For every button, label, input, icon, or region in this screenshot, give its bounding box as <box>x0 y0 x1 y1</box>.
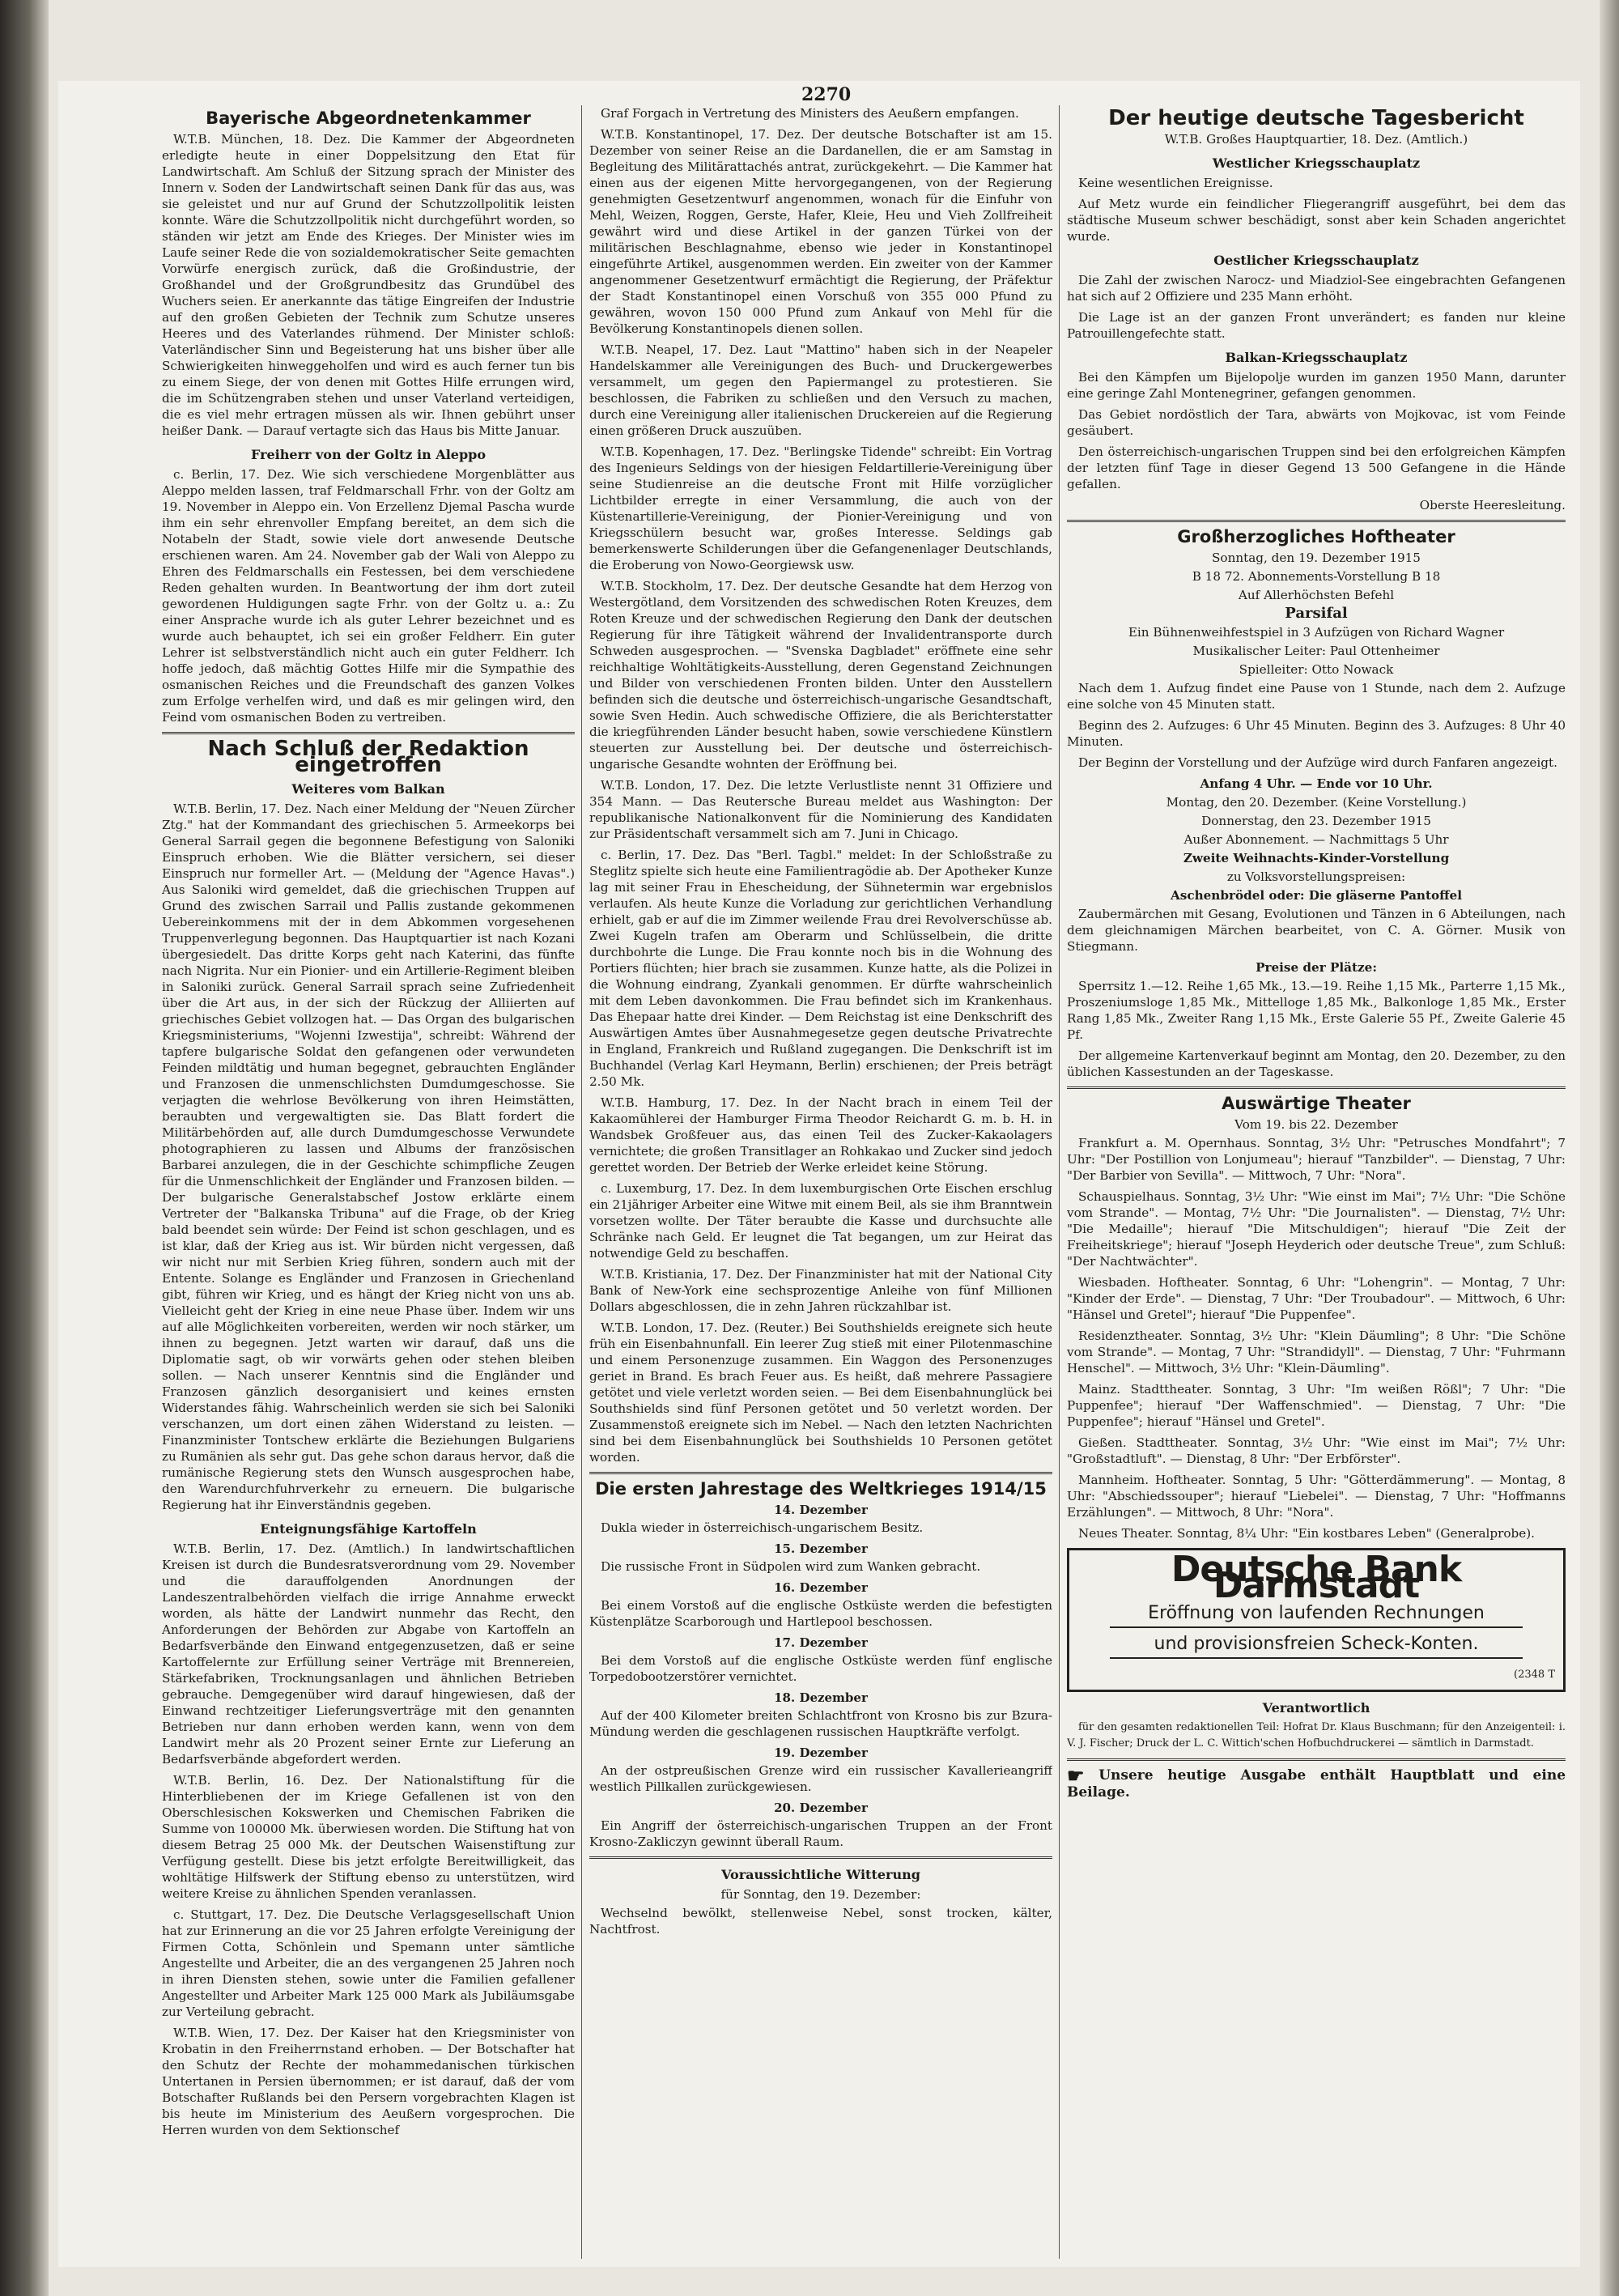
bank-code: (2348 T <box>1514 1669 1555 1681</box>
article-london-unfall: W.T.B. London, 17. Dez. (Reuter.) Bei Southshields ereignete sich heute früh ein Eisenbahnunfall. Ein leerer Zug stieß mit einer Pilotenmaschine und einem Personenzuge zusammen. Ein Waggon des Personenzuges geriet in Brand. Es brach Feuer aus. Es heißt, daß mehrere Passagiere getötet und viele verletzt worden seien. — Bei dem Eisenbahnunglück bei Southshields sind fünf Personen getötet und 50 verletzt worden. Der Zusammenstoß ereignete sich im Nebel. — Nach den letzten Nachrichten sind bei dem Eisenbahnunglück bei Southshields 10 Personen getötet worden. <box>589 1320 1052 1465</box>
anniversary-item: 18. Dezember Auf der 400 Kilometer breiten Schlachtfront von Krosno bis zur Bzura-Mündung werden die geschlagenen russischen Hauptkräfte verfolgt. <box>589 1690 1052 1739</box>
theater-kinder: Zweite Weihnachts-Kinder-Vorstellung <box>1183 851 1450 865</box>
theater-anfang: Anfang 4 Uhr. — Ende vor 10 Uhr. <box>1200 776 1433 791</box>
column-3 <box>1067 105 1566 2259</box>
headline-goltz: Freiherr von der Goltz in Aleppo <box>250 447 486 462</box>
anniversary-item: 17. Dezember Bei dem Vorstoß auf die englische Ostküste werden fünf englische Torpedobootzerstörer vernichtet. <box>589 1635 1052 1684</box>
theater-times: Beginn des 2. Aufzuges: 6 Uhr 45 Minuten. Beginn des 3. Aufzuges: 8 Uhr 40 Minuten. <box>1067 718 1566 749</box>
weather-title: Voraussichtliche Witterung <box>721 1867 920 1882</box>
separator <box>162 732 575 734</box>
theater-volks: zu Volksvorstellungspreisen: <box>1226 870 1406 884</box>
verantwortlich-text: für den gesamten redaktionellen Teil: Hofrat Dr. Klaus Buschmann; für den Anzeigenteil: i. V. J. Fischer; Druck der L. C. Wittich'schen Hofbuchdruckerei — sämtlich in Darmstadt. <box>1067 1721 1566 1750</box>
article-kristiania: W.T.B. Kristiania, 17. Dez. Der Finanzminister hat mit der National City Bank of New-York eine sechsprozentige Anleihe von fünf Millionen Dollars abgeschlossen, die in zehn Jahren rückzahlbar ist. <box>589 1267 1052 1314</box>
anniversary-item: 19. Dezember An der ostpreußischen Grenze wird ein russischer Kavallerieangriff westlich Pillkallen zurückgewiesen. <box>589 1745 1052 1794</box>
article-wien: W.T.B. Wien, 17. Dez. Der Kaiser hat den Kriegsminister von Krobatin in den Freiherrnstand erhoben. — Der Botschafter hat den Schutz der Rechte der mohammedanischen türkischen Untertanen in Persien übernommen; er ist darauf, daß der vom Botschafter Rußlands bei den Persern vorgebrachten Klagen ist bis heute im Ministerium des Aeußern vorgesprochen. Die Herren wurden von dem Sektionschef <box>162 2026 575 2137</box>
separator <box>1067 520 1566 522</box>
aw-frankfurt: Frankfurt a. M. Opernhaus. Sonntag, 3½ Uhr: "Petrusches Mondfahrt"; 7 Uhr: "Der Postillion von Lonjumeau"; hierauf "Tanzbilder". — Dienstag, 7 Uhr: "Der Barbier von Sevilla". — Mittwoch, 7 Uhr: "Nora". <box>1067 1136 1566 1183</box>
tagesbericht-dateline: W.T.B. Großes Hauptquartier, 18. Dez. (Amtlich.) <box>1164 132 1468 147</box>
theater-aschenbroedel: Aschenbrödel oder: Die gläserne Pantoffel <box>1171 888 1462 903</box>
column-1 <box>162 105 575 2259</box>
theater-aschenbroedel-desc: Zaubermärchen mit Gesang, Evolutionen und Tänzen in 6 Abteilungen, nach dem gleichnamigen Märchen bearbeitet, von C. A. Görner. Musik von Stiegmann. <box>1067 907 1566 954</box>
article-kopenhagen: W.T.B. Kopenhagen, 17. Dez. "Berlingske Tidende" schreibt: Ein Vortrag des Ingenieurs Seldings von der hiesigen Feldartillerie-Vereinigung über seine Studienreise an die deutsche Front mit Hilfe vorzüglicher Lichtbilder erregte in einer Versammlung, die auch von der Küstenartillerie-Vereinigung, der Pionier-Vereinigung und von Kriegsschülern besucht war, großes Interesse. Seldings gab bemerkenswerte Schilderungen über die Gefangenenlager Deutschlands, die Eroberung von Nowo-Georgiewsk usw. <box>589 444 1052 572</box>
theater-abo: B 18 72. Abonnements-Vorstellung B 18 <box>1192 569 1441 584</box>
article-hamburg: W.T.B. Hamburg, 17. Dez. In der Nacht brach in einem Teil der Kakaomühlerei der Hamburger Firma Theodor Reichardt G. m. b. H. in Wandsbek Großfeuer aus, das einen Teil des Zucker-Kakaolagers vernichtete; die großen Transitlager an Rohkakao und Zucker sind jedoch gerettet worden. Der Betrieb der Werke erleidet keine Störung. <box>589 1095 1052 1175</box>
article-luxemburg: c. Luxemburg, 17. Dez. In dem luxemburgischen Orte Eischen erschlug ein 21jähriger Arbeiter eine Witwe mit einem Beil, als sie ihm Branntwein vorsetzen wollte. Der Täter beraubte die Kasse und durchsuchte alle Schränke nach Geld. Er leugnet die Tat begangen, um zur Heirat das notwendige Geld zu beschaffen. <box>589 1181 1052 1261</box>
theater-date-2: Donnerstag, den 23. Dezember 1915 <box>1201 814 1431 828</box>
column-rule <box>581 105 582 2259</box>
theater-preise-title: Preise der Plätze: <box>1256 960 1377 975</box>
pointing-hand-icon: ☛ <box>1067 1763 1085 1788</box>
bank-line-2: und provisionsfreien Scheck-Konten. <box>1110 1636 1523 1659</box>
headline-bayern: Bayerische Abgeordnetenkammer <box>206 108 531 128</box>
headline-verantwortlich: Verantwortlich <box>1262 1700 1370 1716</box>
aw-mainz: Mainz. Stadttheater. Sonntag, 3 Uhr: "Im weißen Rößl"; 7 Uhr: "Die Puppenfee"; hierauf "Der Waffenschmied". — Dienstag, 7 Uhr: "Die Puppenfee"; hierauf "Hänsel und Gretel". <box>1067 1382 1566 1429</box>
separator <box>589 1472 1052 1474</box>
column-2 <box>589 105 1052 2259</box>
theater-abo-2: Außer Abonnement. — Nachmittags 5 Uhr <box>1183 832 1449 847</box>
article-balkan: W.T.B. Berlin, 17. Dez. Nach einer Meldung der "Neuen Zürcher Ztg." hat der Kommandant des griechischen 5. Armeekorps bei General Sarrail gegen die begonnene Befestigung von Saloniki Einspruch erhoben. Wie die Blätter versichern, sei dieser Einspruch nur formeller Art. — (Meldung der "Agence Havas".) Aus Saloniki wird gemeldet, daß die griechischen Truppen auf Grund des zwischen Sarrail und Pallis zustande gekommenen Uebereinkommens mit der in dem Abkommen vorgesehenen Truppenverlegung begonnen. Das Hauptquartier ist nach Kozani übergesiedelt. Das dritte Korps geht nach Katerini, das fünfte nach Nigrita. Nur ein Pionier- und ein Artillerie-Regiment bleiben in Saloniki zurück. General Sarrail sprach seine Zufriedenheit über die Art aus, in der sich der Rückzug der Alliierten auf griechisches Gebiet vollzogen hat. — Das Organ des bulgarischen Kriegsministeriums, "Wojenni Izwestija", schreibt: Während der tapfere bulgarische Soldat den gefangenen oder verwundeten Feinden mildtätig und human begegnet, gebrauchten Engländer und Franzosen die unmenschlichsten Dumdumgeschosse. Sie verjagten die wehrlose Bevölkerung von ihren Heimstätten, beraubten und vergewaltigten sie. Das Blatt fordert die Militärbehörden auf, alle durch Dumdumgeschosse Verwundete photographieren zu lassen und Albums der französischen Barbarei anzulegen, die in der Geschichte schimpfliche Zeugen für die Unmenschlichkeit der Engländer und Franzosen bilden. — Der bulgarische Generalstabschef Jostow erklärte einem Vertreter der "Balkanska Tribuna" auf die Frage, ob der Krieg bald beendet sein würde: Der Feind ist schon geschlagen, und es ist klar, daß der Krieg aus ist. Wir bürden nicht vergessen, daß wir nicht nur mit Serbien Krieg führen, sondern auch mit der Entente. Solange es Engländer und Franzosen in Griechenland gibt, führen wir Krieg, und es hängt der Krieg nicht von uns ab. Vielleicht geht der Krieg in eine neue Phase über. Indem wir uns auf alle Möglichkeiten vorbereiten, werden wir noch stärker, um ihnen zu begegnen. Jetzt warten wir darauf, daß uns die Diplomatie sagt, ob wir vorwärts gehen oder stehen bleiben sollen. — Nach unserer Kenntnis sind die Engländer und Franzosen gänzlich desorganisiert und keines ernsten Widerstandes fähig. Wahrscheinlich werden sie sich bei Saloniki verschanzen, um dort einen zähen Widerstand zu leisten. — Finanzminister Tontschew erklärte die Beziehungen Bulgariens zu Rumänien als sehr gut. Das gehe schon daraus hervor, daß die rumänische Regierung stets den Wunsch ausgesprochen habe, den Warendurchfuhrverkehr zu erneuern. Die bulgarische Regierung hat ihr Einverständnis gegeben. <box>162 801 575 1512</box>
page-edge <box>1600 0 1619 2296</box>
headline-balkan-front: Balkan-Kriegsschauplatz <box>1225 350 1408 365</box>
headline-hoftheater: Großherzogliches Hoftheater <box>1177 527 1455 546</box>
theater-pause: Nach dem 1. Aufzug findet eine Pause von 1 Stunde, nach dem 2. Aufzuge eine solche von 45 Minuten statt. <box>1067 681 1566 712</box>
anniversary-item: 15. Dezember Die russische Front in Südpolen wird zum Wanken gebracht. <box>601 1541 981 1574</box>
theater-preise: Sperrsitz 1.—12. Reihe 1,65 Mk., 13.—19. Reihe 1,15 Mk., Parterre 1,15 Mk., Proszeniumsloge 1,85 Mk., Mittelloge 1,85 Mk., Balkonloge 1,85 Mk., Erster Rang 1,85 Mk., Zweiter Rang 1,15 Mk., Erste Galerie 55 Pf., Zweite Galerie 45 Pf. <box>1067 979 1566 1042</box>
weather-text: Wechselnd bewölkt, stellenweise Nebel, sonst trocken, kälter, Nachtfrost. <box>589 1906 1052 1937</box>
bank-name: Deutsche Bank Darmstadt <box>1171 1549 1462 1606</box>
west-text-2: Auf Metz wurde ein feindlicher Fliegerangriff ausgeführt, bei dem das städtische Museum schwer beschädigt, sonst aber kein Schaden angerichtet wurde. <box>1067 197 1566 244</box>
bank-advertisement <box>1067 1548 1566 1692</box>
article-london: W.T.B. London, 17. Dez. Die letzte Verlustliste nennt 31 Offiziere und 354 Mann. — Das Reutersche Bureau meldet aus Washington: Der republikanische Nationalkonvent für die Nominierung des Kandidaten zur Präsidentschaft versammelt sich am 7. Juni in Chicago. <box>589 778 1052 841</box>
balkan-text-1: Bei den Kämpfen um Bijelopolje wurden im ganzen 1950 Mann, darunter eine geringe Zahl Montenegriner, gefangen genommen. <box>1067 370 1566 401</box>
article-stiftung: W.T.B. Berlin, 16. Dez. Der Nationalstiftung für die Hinterbliebenen der im Kriege Gefallenen ist von den Oberschlesischen Kokswerken und Chemischen Fabriken die Summe von 100000 Mk. überwiesen worden. Die Stiftung hat von diesem Betrag 25 000 Mk. der Deutschen Waisenstiftung zur Verfügung gestellt. Diese bis jetzt erfolgte Bereitwilligkeit, das wohltätige Hilfswerk der Stiftung ebenso zu unterstützen, wird weitere Kreise zu ähnlichen Spenden veranlassen. <box>162 1773 575 1901</box>
bank-line-1: Eröffnung von laufenden Rechnungen <box>1110 1605 1523 1628</box>
separator <box>1067 1086 1566 1089</box>
aw-giessen: Gießen. Stadttheater. Sonntag, 3½ Uhr: "Wie einst im Mai"; 7½ Uhr: "Großstadtluft". — Dienstag, 8 Uhr: "Der Erbförster". <box>1067 1435 1566 1466</box>
theater-fanfare: Der Beginn der Vorstellung und der Aufzüge wird durch Fanfaren angezeigt. <box>1078 755 1557 770</box>
headline-kartoffeln: Enteignungsfähige Kartoffeln <box>260 1521 477 1537</box>
column-rule <box>1059 105 1060 2259</box>
ost-text-2: Die Lage ist an der ganzen Front unverändert; es fanden nur kleine Patrouillengefechte statt. <box>1067 310 1566 341</box>
aw-wiesbaden: Wiesbaden. Hoftheater. Sonntag, 6 Uhr: "Lohengrin". — Montag, 7 Uhr: "Kinder der Erde". — Dienstag, 7 Uhr: "Der Troubadour". — Mittwoch, 6 Uhr: "Hänsel und Gretel"; hierauf "Die Puppenfee". <box>1067 1275 1566 1322</box>
footer-note: Unsere heutige Ausgabe enthält Hauptblatt und eine Beilage. <box>1067 1767 1566 1801</box>
headline-redaktion: Nach Schluß der Redaktion eingetroffen <box>207 737 529 777</box>
headline-jahrestage: Die ersten Jahrestage des Weltkrieges 1914/15 <box>595 1479 1047 1499</box>
weather-subtitle: für Sonntag, den 19. Dezember: <box>720 1887 921 1902</box>
anniversary-item: 14. Dezember Dukla wieder in österreichisch-ungarischem Besitz. <box>601 1503 924 1535</box>
article-berlin-tagblatt: c. Berlin, 17. Dez. Das "Berl. Tagbl." meldet: In der Schloßstraße zu Steglitz spielte sich heute eine Familientragödie ab. Der Apotheker Kunze lag mit seiner Frau in Ehescheidung, der Sühnetermin war ergebnislos verlaufen. Als heute Kunze die Vorladung zur gerichtlichen Verhandlung erhielt, gab er auf die im Zimmer weilende Frau drei Revolverschüsse ab. Zwei Kugeln trafen am Oberarm und Schlüsselbein, die dritte durchbohrte die Lunge. Die Frau konnte noch bis in die Wohnung des Portiers flüchten; hier brach sie zusammen. Kunze hatte, als die Polizei in die Wohnung eindrang, Zyankali genommen. Er dürfte wahrscheinlich mit dem Leben davonkommen. Die Frau befindet sich im Krankenhaus. Das Ehepaar hatte drei Kinder. — Dem Reichstag ist eine Denkschrift des Auswärtigen Amtes über Ausnahmegesetze gegen deutsche Privatrechte in England, Frankreich und Rußland zugegangen. Die Denkschrift ist im Buchhandel (Verlag Karl Heymann, Berlin) erschienen; der Preis beträgt 2.50 Mk. <box>589 848 1052 1089</box>
aw-residenz: Residenztheater. Sonntag, 3½ Uhr: "Klein Däumling"; 8 Uhr: "Die Schöne vom Strande". — Montag, 7 Uhr: "Strandidyll". — Dienstag, 7 Uhr: "Fuhrmann Henschel". — Mittwoch, 3½ Uhr: "Klein-Däumling". <box>1067 1329 1566 1375</box>
book-binding <box>0 0 49 2296</box>
article-bayern: W.T.B. München, 18. Dez. Die Kammer der Abgeordneten erledigte heute in einer Doppelsitzung den Etat für Landwirtschaft. Am Schluß der Sitzung sprach der Minister des Innern v. Soden der Landwirtschaft seinen Dank für das aus, was sie geleistet und nur auf Grund der Schutzzollpolitik leisten konnte. Wäre die Schutzzollpolitik nicht durchgeführt worden, so ständen wir jetzt am Ende des Krieges. Der Minister wies im Laufe seiner Rede die von sozialdemokratischer Seite gemachten Vorwürfe energisch zurück, daß die Großindustrie, der Großhandel und der Großgrundbesitz das Grundübel des Wuchers seien. Er anerkannte das tätige Eingreifen der Industrie auf den großen Gebieten der Technik zum Schutze unseres Heeres und des Vaterlandes rühmend. Der Minister schloß: Vaterländischer Sinn und Begeisterung hat uns bisher über alle Schwierigkeiten hinweggeholfen und wird es auch ferner tun bis zu einem Siege, der von denen mit Gottes Hilfe errungen wird, die im Schützengraben stehen und unser Vaterland verteidigen, die es viel mehr ertragen müssen als wir. Ihnen gebührt unser heißer Dank. — Darauf vertagte sich das Haus bis Mitte Januar. <box>162 132 575 438</box>
auswaertig-date: Vom 19. bis 22. Dezember <box>1234 1117 1398 1132</box>
article-konstantinopel: W.T.B. Konstantinopel, 17. Dez. Der deutsche Botschafter ist am 15. Dezember von seiner Reise an die Dardanellen, die er am Samstag in Begleitung des Militärattachés antrat, zurückgekehrt. — Die Kammer hat einen aus der eigenen Mitte hervorgegangenen, von der Regierung genehmigten Gesetzentwurf angenommen, wonach für die Einfuhr von Mehl, Weizen, Roggen, Gerste, Hafer, Kleie, Heu und Vieh Zollfreiheit gewährt wird und diese Artikel in der ganzen Türkei von der militärischen Beschlagnahme, ebenso wie jeder in Konstantinopel eingeführte Artikel, ausgenommen werden. Ein zweiter von der Kammer angenommener Gesetzentwurf ermächtigt die Regierung, der Präfektur der Stadt Konstantinopel einen Vorschuß von 355 000 Pfund zu gewähren, wovon 150 000 Pfund zum Ankauf von Mehl für die Bevölkerung Konstantinopels dienen sollen. <box>589 127 1052 336</box>
aw-neues-theater: Neues Theater. Sonntag, 8¼ Uhr: "Ein kostbares Leben" (Generalprobe). <box>1078 1526 1535 1541</box>
theater-lead-2: Spielleiter: Otto Nowack <box>1239 662 1394 677</box>
article-stuttgart: c. Stuttgart, 17. Dez. Die Deutsche Verlagsgesellschaft Union hat zur Erinnerung an die vor 25 Jahren erfolgte Vereinigung der Firmen Cotta, Schönlein und Spemann unter sämtliche Angestellte und Arbeiter, die an des vergangenen 25 Jahren noch in ihren Diensten stehen, sowie unter die Familien gefallener Angestellter und Arbeiter Mark 125 000 Mark als Jubiläumsgabe zur Verteilung gebracht. <box>162 1907 575 2019</box>
theater-befehl: Auf Allerhöchsten Befehl <box>1238 588 1395 602</box>
headline-auswaertig: Auswärtige Theater <box>1222 1094 1411 1113</box>
signature: Oberste Heeresleitung. <box>1419 498 1566 512</box>
headline-tagesbericht: Der heutige deutsche Tagesbericht <box>1108 106 1524 130</box>
separator <box>1067 1758 1566 1761</box>
theater-lead-1: Musikalischer Leiter: Paul Ottenheimer <box>1192 644 1440 658</box>
balkan-text-2: Das Gebiet nordöstlich der Tara, abwärts von Mojkovac, ist vom Feinde gesäubert. <box>1067 407 1566 438</box>
article-neapel: W.T.B. Neapel, 17. Dez. Laut "Mattino" haben sich in der Neapeler Handelskammer alle Vereinigungen des Buch- und Druckergewerbes versammelt, um gegen den Papiermangel zu protestieren. Sie beschlossen, die Fabriken zu schließen und den Versuch zu machen, durch eine Vereinigung aller italienischen Druckereien auf die Regierung einen größeren Druck auszuüben. <box>589 342 1052 438</box>
west-text-1: Keine wesentlichen Ereignisse. <box>1078 176 1273 190</box>
separator <box>589 1856 1052 1859</box>
headline-west: Westlicher Kriegsschauplatz <box>1212 155 1421 171</box>
aw-mannheim: Mannheim. Hoftheater. Sonntag, 5 Uhr: "Götterdämmerung". — Montag, 8 Uhr: "Abschiedssouper"; hierauf "Liebelei". — Dienstag, 7 Uhr: "Hoffmanns Erzählungen". — Mittwoch, 8 Uhr: "Nora". <box>1067 1473 1566 1520</box>
theater-verkauf: Der allgemeine Kartenverkauf beginnt am Montag, den 20. Dezember, zu den üblichen Kassestunden an der Tageskasse. <box>1067 1048 1566 1079</box>
article-goltz: c. Berlin, 17. Dez. Wie sich verschiedene Morgenblätter aus Aleppo melden lassen, traf Feldmarschall Frhr. von der Goltz am 19. November in Aleppo ein. Von Erzellenz Djemal Pascha wurde ihm ein sehr ehrenvoller Empfang bereitet, an dem sich die Notabeln der Stadt, sowie viele dort anwesende Deutsche erschienen waren. Am 24. November gab der Wali von Aleppo zu Ehren des Feldmarschalls ein Festessen, bei dem verschiedene Reden gehalten wurden. In Beantwortung der ihm dort zuteil gewordenen Huldigungen sagte Frhr. von der Goltz u. a.: Zu einer Ansprache wurde ich als guter Lehrer bezeichnet und es wurde auch behauptet, ich sei ein großer Feldherr. Ein guter Lehrer ist selbstverständlich nicht auch ein guter Feldherr. Ich hoffe jedoch, daß mächtig Gottes Hilfe mir die Sympathie des osmanischen Reiches und die Freundschaft des ganzen Volkes zum Erfolge verhelfen wird, und daß es mir gelingen wird, den Feind vom osmanischen Boden zu vertreiben. <box>162 467 575 725</box>
theater-parsifal: Parsifal <box>1285 605 1348 622</box>
anniversary-list <box>589 1502 1052 1850</box>
headline-balkan: Weiteres vom Balkan <box>291 781 445 797</box>
theater-montag: Montag, den 20. Dezember. (Keine Vorstellung.) <box>1166 795 1467 810</box>
article-kartoffeln: W.T.B. Berlin, 17. Dez. (Amtlich.) In landwirtschaftlichen Kreisen ist durch die Bundesratsverordnung vom 29. November und die darauffolgenden Anordnungen der Landeszentralbehörden vielfach die irrige Annahme erweckt worden, als hätte der Landwirt nunmehr das Recht, den Anforderungen der Behörden zur Abgabe von Kartoffeln an Bedarfsverbände den Einwand entgegenzusetzen, daß er seine Kartoffelernte zur Erfüllung seiner Verträge mit Brennereien, Stärkefabriken, Trocknungsanlagen und ähnlichen Betrieben gebrauche. Demgegenüber wird darauf hingewiesen, daß der Einwand rechtzeitiger Lieferungsverträge mit den genannten Betrieben nur dann erhoben werden kann, wenn von dem Landwirt mehr als 20 Prozent seiner Ernte zur Lieferung an Bedarfsverbände abgefordert werden. <box>162 1541 575 1767</box>
article-forgach: Graf Forgach in Vertretung des Ministers des Aeußern empfangen. <box>601 106 1019 121</box>
headline-ost: Oestlicher Kriegsschauplatz <box>1213 253 1419 268</box>
page-number: 2270 <box>801 84 852 105</box>
article-stockholm: W.T.B. Stockholm, 17. Dez. Der deutsche Gesandte hat dem Herzog von Westergötland, dem Vorsitzenden des schwedischen Roten Kreuzes, dem Roten Kreuze und der schwedischen Regierung den Dank der deutschen Regierung für ihre Tätigkeit während der Invalidentransporte durch Schweden ausgesprochen. — "Svenska Dagbladet" eröffnete eine sehr reichhaltige Wohltätigkeits-Ausstellung, deren Gegenstand Zeichnungen und Bilder von verschiedenen Fronten bilden. Unter den Ausstellern befinden sich die deutsche und österreichisch-ungarische Gesandtschaft, sowie Sven Hedin. Auch schwedische Offiziere, die als Berichterstatter die kriegführenden Länder besucht haben, sowie verschiedene Künstlern steuerten zur Ausstellung bei. Der deutsche und österreichisch-ungarische Gesandte wohnten der Eröffnung bei. <box>589 579 1052 772</box>
ost-text-1: Die Zahl der zwischen Narocz- und Miadziol-See eingebrachten Gefangenen hat sich auf 2 Offiziere und 235 Mann erhöht. <box>1067 273 1566 304</box>
balkan-text-3: Den österreichisch-ungarischen Truppen sind bei den erfolgreichen Kämpfen der letzten fünf Tage in dieser Gegend 13 500 Gefangene in die Hände gefallen. <box>1067 444 1566 491</box>
anniversary-item: 16. Dezember Bei einem Vorstoß auf die englische Ostküste werden die befestigten Küstenplätze Scarborough und Hartlepool beschossen. <box>589 1580 1052 1629</box>
aw-schauspielhaus: Schauspielhaus. Sonntag, 3½ Uhr: "Wie einst im Mai"; 7½ Uhr: "Die Schöne vom Strande". — Montag, 7½ Uhr: "Die Journalisten". — Dienstag, 7½ Uhr: "Die Medaille"; hierauf "Die Mitschuldigen"; hierauf "Die Zeit der Freiheitskriege"; hierauf "Joseph Heyderich oder deutsche Treue", zum Schluß: "Der Nachtwächter". <box>1067 1189 1566 1269</box>
theater-desc: Ein Bühnenweihfestspiel in 3 Aufzügen von Richard Wagner <box>1128 625 1505 640</box>
theater-date-1: Sonntag, den 19. Dezember 1915 <box>1212 551 1421 565</box>
anniversary-item: 20. Dezember Ein Angriff der österreichisch-ungarischen Truppen an der Front Krosno-Zakliczyn gewinnt überall Raum. <box>589 1801 1052 1849</box>
